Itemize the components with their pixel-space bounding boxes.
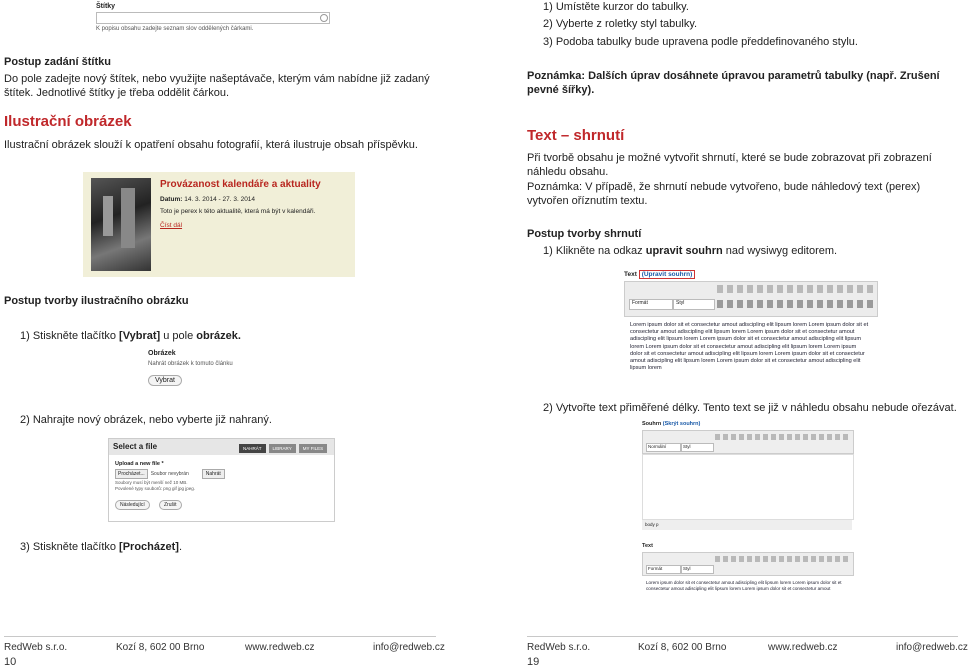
size-note: Soubory musí být menší než 10 MB. — [115, 480, 188, 485]
footer-address-right: Kozí 8, 602 00 Brno — [638, 642, 727, 653]
editor2-text-toolbar — [642, 552, 854, 576]
illustration-step-3: 3) Stiskněte tlačítko [Procházet]. — [20, 541, 183, 553]
editor-screenshot-2 — [640, 420, 856, 600]
tags-steps-title: Postup zadání štítku — [4, 56, 111, 68]
footer-web-right: www.redweb.cz — [768, 642, 838, 653]
tab-library[interactable]: LIBRARY — [269, 444, 296, 453]
type-note: Povolené typy souborů: png gif jpg jpeg. — [115, 486, 196, 491]
illustration-step-1: 1) Stiskněte tlačítko [Vybrat] u pole obrázek. — [20, 330, 241, 342]
editor-screenshot-1 — [622, 270, 878, 382]
upload-button[interactable]: Nahrát — [202, 469, 225, 479]
page-number-right: 19 — [527, 656, 540, 668]
table-step-2: 2) Vyberte z roletky styl tabulky. — [543, 18, 698, 30]
tags-field-screenshot — [90, 0, 335, 38]
file-dialog-tabs — [239, 444, 327, 453]
tags-label: Štítky — [96, 3, 116, 10]
editor2-content[interactable]: Lorem ipsum dolor sit et consectetur amout adiscipling elit lipsum lorem Lorem ipsum dolor sit et consectetur amout adiscipling elit lipsum lorem Lorem ipsum dolor sit et consectetur amout — [646, 580, 842, 591]
summary-text-1: Při tvorbě obsahu je možné vytvořit shrnutí, které se bude zobrazovat při zobrazení náhledu obsahu. — [527, 152, 932, 178]
read-more-link[interactable]: Číst dál — [160, 222, 183, 229]
browse-button[interactable]: Procházet... — [115, 469, 148, 479]
toolbar-icons-row-2[interactable] — [717, 300, 873, 308]
editor1-toolbar — [624, 281, 878, 317]
choose-image-button[interactable]: Vybrat — [148, 375, 182, 386]
format-select[interactable]: Formát — [629, 299, 673, 310]
editor2-toolbar — [642, 430, 854, 454]
editor2-text-format-select[interactable]: Formát — [646, 565, 681, 574]
illustration-steps-title: Postup tvorby ilustračního obrázku — [4, 295, 189, 307]
right-page — [480, 0, 968, 668]
tags-hint: K popisu obsahu zadejte seznam slov oddělených čárkami. — [96, 26, 254, 32]
preview-body: Toto je perex k této aktualitě, která má být v kalendáři. — [160, 208, 316, 215]
editor2-toolbar-icons[interactable] — [715, 434, 849, 440]
next-button[interactable]: Následující — [115, 500, 150, 510]
summary-heading: Text – shrnutí — [527, 127, 625, 144]
editor2-label: Souhrn (Skrýt souhrn) — [642, 421, 701, 427]
file-dialog-screenshot — [108, 438, 335, 522]
preview-date: Datum: 14. 3. 2014 - 27. 3. 2014 — [160, 196, 256, 203]
summary-step-2: 2) Vytvořte text přiměřené délky. Tento text se již v náhledu obsahu nebude ořezávat. — [543, 402, 957, 414]
summary-step-1: 1) Klikněte na odkaz upravit souhrn nad wysiwyg editorem. — [543, 245, 838, 257]
tab-my-files[interactable]: MY FILES — [299, 444, 327, 453]
editor2-format-select[interactable]: Normální — [646, 443, 681, 452]
left-page — [0, 0, 470, 668]
tab-upload[interactable]: NAHRÁT — [239, 444, 266, 453]
footer-email-right: info@redweb.cz — [896, 642, 968, 653]
cancel-button[interactable]: Zrušit — [159, 500, 182, 510]
tags-input[interactable] — [96, 12, 330, 24]
upload-row — [115, 469, 225, 479]
summary-steps-title: Postup tvorby shrnutí — [527, 228, 642, 240]
editor2-text-style-select[interactable]: Styl — [681, 565, 714, 574]
summary-textarea[interactable] — [642, 454, 854, 520]
footer-rule-right — [527, 636, 958, 637]
footer-rule — [4, 636, 436, 637]
editor1-label: Text (Upravit souhrn) — [624, 271, 695, 278]
image-field-screenshot — [144, 348, 244, 390]
summary-text-2: Poznámka: V případě, že shrnutí nebude vytvořeno, bude náhledový text (perex) vytvořen oříznutím textu. — [527, 181, 921, 207]
editor2-text-label: Text — [642, 543, 653, 549]
illustration-step-2: 2) Nahrajte nový obrázek, nebo vyberte již nahraný. — [20, 414, 272, 426]
hide-summary-link[interactable]: (Skrýt souhrn) — [662, 421, 701, 427]
tags-steps-text: Do pole zadejte nový štítek, nebo využijte našeptávače, kterým vám nabídne již zadaný štítek. Jednotlivé štítky je třeba oddělit čárkou. — [4, 73, 430, 99]
building-photo — [91, 178, 151, 271]
editor2-path: body p — [642, 520, 852, 530]
upload-label: Upload a new file * — [115, 461, 164, 467]
preview-title: Provázanost kalendáře a aktuality — [160, 179, 321, 190]
page-number: 10 — [4, 656, 17, 668]
illustration-heading: Ilustrační obrázek — [4, 113, 132, 130]
image-hint: Nahrát obrázek k tomuto článku — [148, 361, 233, 367]
table-step-1: 1) Umístěte kurzor do tabulky. — [543, 1, 689, 13]
table-step-3: 3) Podoba tabulky bude upravena podle předdefinovaného stylu. — [543, 36, 858, 48]
file-dialog-title: Select a file — [113, 442, 158, 451]
toolbar-icons-row-1[interactable] — [717, 285, 873, 293]
editor2-style-select[interactable]: Styl — [681, 443, 714, 452]
table-note: Poznámka: Dalších úprav dosáhnete úpravou parametrů tabulky (např. Zrušení pevné šířky). — [527, 70, 940, 96]
style-select[interactable]: Styl — [673, 299, 715, 310]
footer-address: Kozí 8, 602 00 Brno — [116, 642, 205, 653]
article-preview-screenshot — [83, 172, 355, 277]
footer-company-right: RedWeb s.r.o. — [527, 642, 591, 653]
image-label: Obrázek — [148, 350, 176, 357]
footer-email: info@redweb.cz — [373, 642, 445, 653]
autocomplete-icon — [320, 14, 328, 22]
no-file-text: Soubor nevybrán — [150, 471, 189, 477]
footer-company: RedWeb s.r.o. — [4, 642, 68, 653]
editor1-content[interactable]: Lorem ipsum dolor sit et consectetur amout adiscipling elit lipsum lorem Lorem ipsum dolor sit et consectetur amout adiscipling elit lipsum lorem Lorem ipsum dolor sit et consectetur amout adiscipling elit lipsum lorem Lorem ipsum dolor sit et consectetur amout adiscipling elit lipsum lorem Lorem ipsum dolor sit et consectetur amout adiscipling elit lipsum lorem Lorem ipsum dolor sit et consectetur amout adiscipling elit lipsum lorem Lorem ipsum dolor sit et consectetur amout adiscipling elit lipsum lorem Lorem ipsum dolor sit et consectetur amout adiscipling elit lipsum lorem — [630, 322, 869, 372]
illustration-text: Ilustrační obrázek slouží k opatření obsahu fotografií, která ilustruje obsah příspěvku. — [4, 139, 418, 151]
editor2-text-toolbar-icons[interactable] — [715, 556, 849, 562]
footer-web: www.redweb.cz — [245, 642, 315, 653]
edit-summary-link[interactable]: (Upravit souhrn) — [639, 270, 696, 279]
